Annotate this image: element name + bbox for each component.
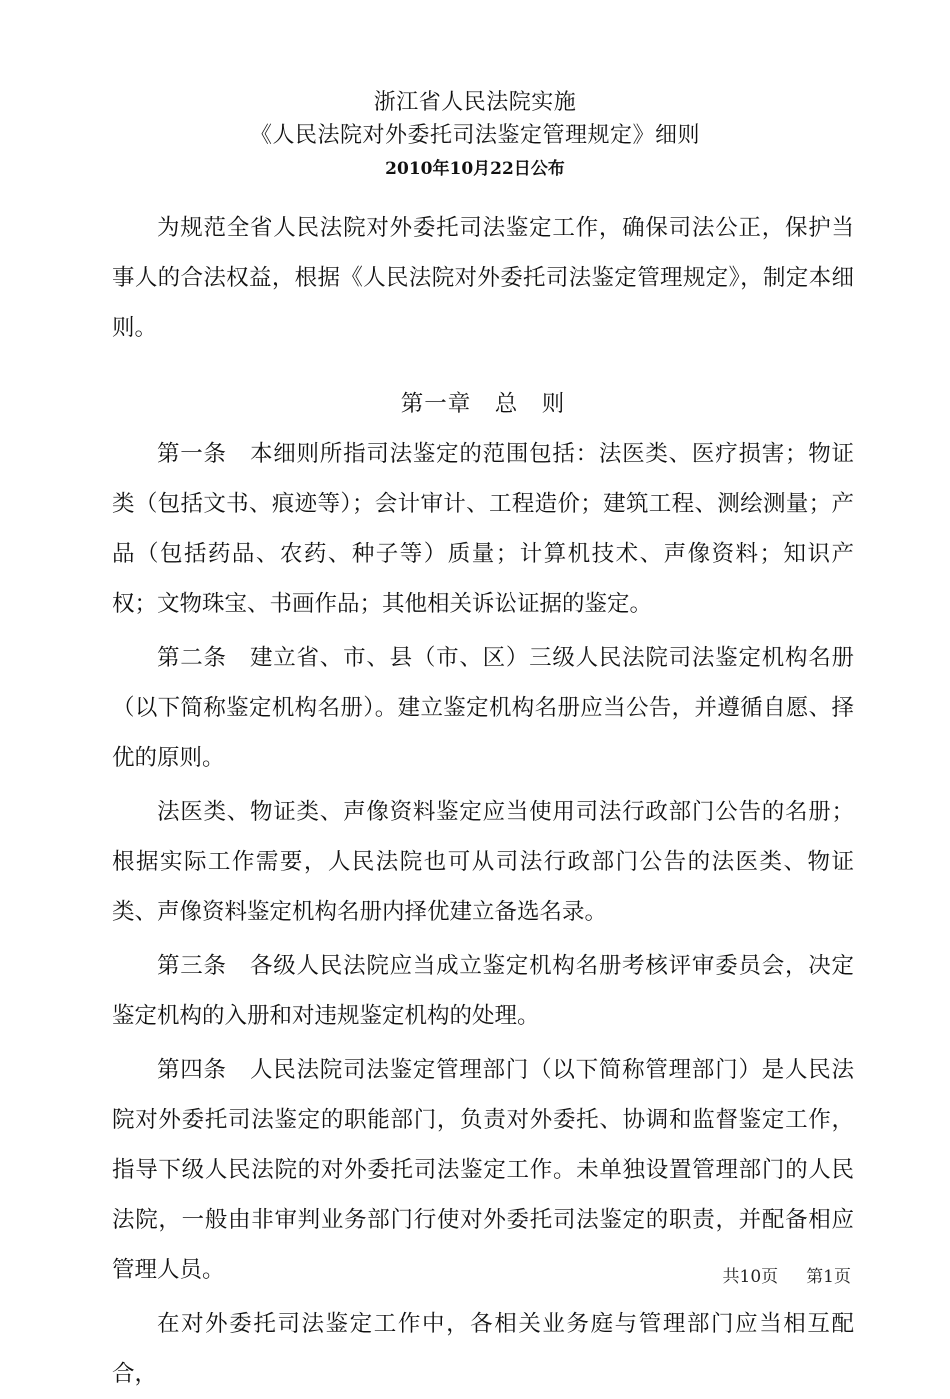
title-line-1: 浙江省人民法院实施 [373, 90, 577, 115]
article-1: 第一条 本细则所指司法鉴定的范围包括：法医类、医疗损害；物证类（包括文书、痕迹等）；会计审计、工程造价；建筑工程、测绘测量；产品（包括药品、农药、种子等）质量；计算机技术、声像资料；知识产权；文物珠宝、书画作品；其他相关诉讼证据的鉴定。 [112, 441, 854, 617]
chapter-heading: 第一章 总 则 [400, 391, 566, 417]
preamble-paragraph: 为规范全省人民法院对外委托司法鉴定工作，确保司法公正，保护当事人的合法权益，根据《人民法院对外委托司法鉴定管理规定》，制定本细则。 [112, 215, 854, 341]
publish-date: 2010年10月22日公布 [385, 159, 565, 179]
article-4: 第四条 人民法院司法鉴定管理部门（以下简称管理部门）是人民法院对外委托司法鉴定的职能部门，负责对外委托、协调和监督鉴定工作，指导下级人民法院的对外委托司法鉴定工作。未单独设置管理部门的人民法院，一般由非审判业务部门行使对外委托司法鉴定的职责，并配备相应管理人员。 [112, 1057, 854, 1283]
article-2: 第二条 建立省、市、县（市、区）三级人民法院司法鉴定机构名册（以下简称鉴定机构名册）。建立鉴定机构名册应当公告，并遵循自愿、择优的原则。 [112, 645, 854, 771]
document-header [0, 86, 950, 184]
total-pages: 共10页 [722, 1267, 779, 1287]
document-body [112, 203, 854, 1399]
title-line-2: 《人民法院对外委托司法鉴定管理规定》细则 [249, 123, 700, 148]
current-page: 第1页 [806, 1267, 851, 1287]
article-3: 第三条 各级人民法院应当成立鉴定机构名册考核评审委员会，决定鉴定机构的入册和对违规鉴定机构的处理。 [112, 953, 854, 1029]
article-4-paragraph-2: 在对外委托司法鉴定工作中，各相关业务庭与管理部门应当相互配合， [112, 1311, 854, 1387]
page-footer [723, 1262, 851, 1287]
article-2-paragraph-2: 法医类、物证类、声像资料鉴定应当使用司法行政部门公告的名册；根据实际工作需要，人民法院也可从司法行政部门公告的法医类、物证类、声像资料鉴定机构名册内择优建立备选名录。 [112, 799, 854, 925]
